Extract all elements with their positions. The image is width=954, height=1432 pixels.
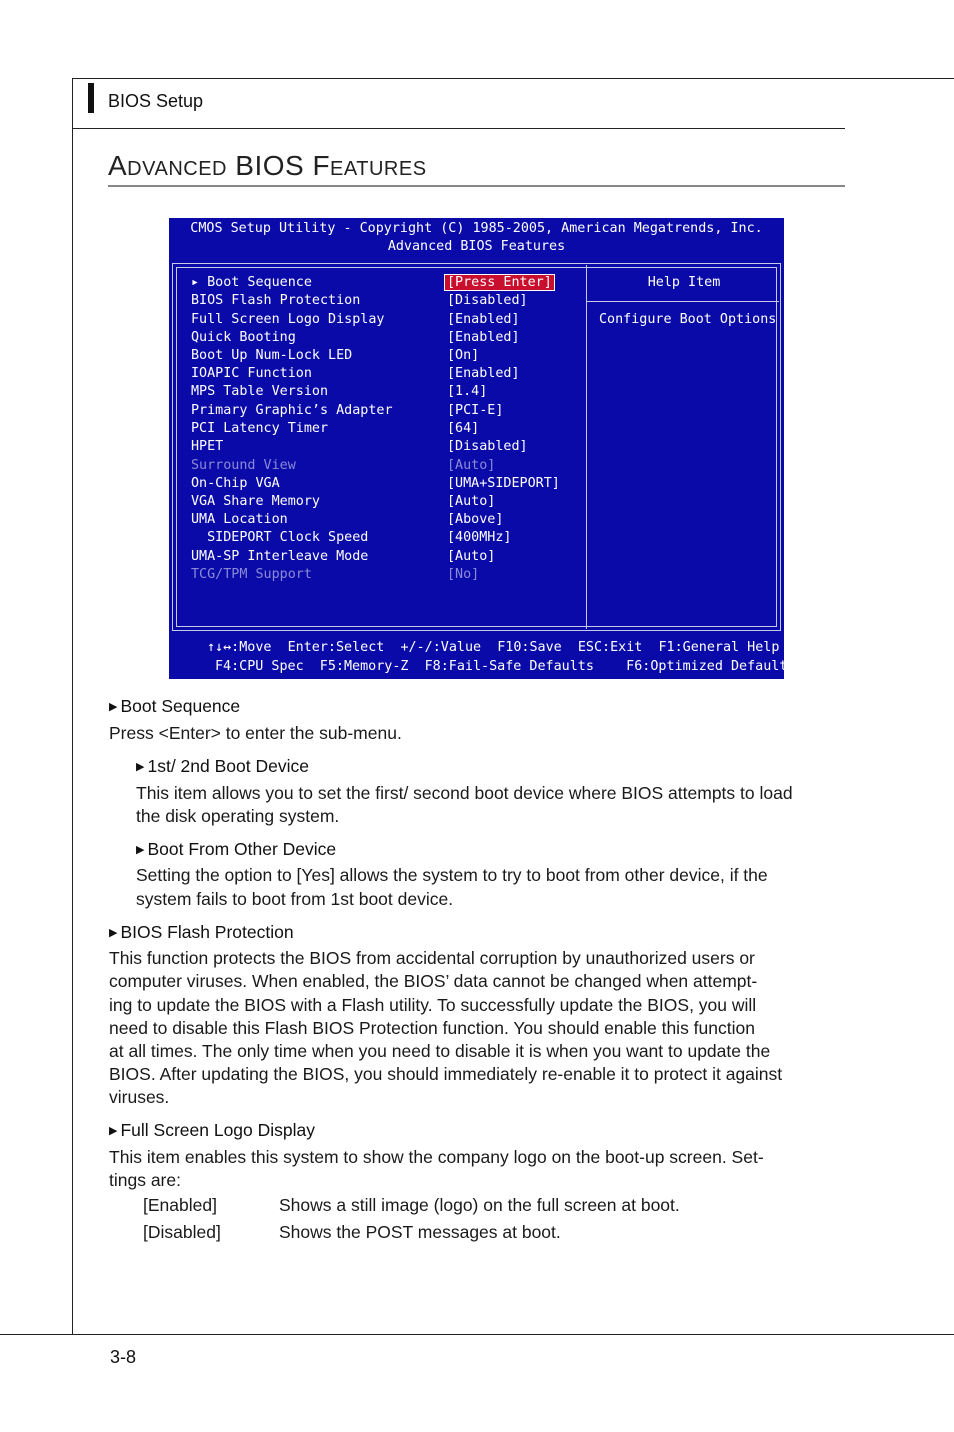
bios-item-pci-latency[interactable]: PCI Latency Timer [64] <box>191 421 480 436</box>
left-margin-rule <box>72 78 73 1334</box>
bios-item-graphic-adapter[interactable]: Primary Graphic’s Adapter [PCI-E] <box>191 403 504 418</box>
header-bottom-rule <box>72 128 845 129</box>
flash-line-4: need to disable this Flash BIOS Protection function. You should enable this function <box>109 1018 755 1038</box>
bios-item-logo-display[interactable]: Full Screen Logo Display [Enabled] <box>191 312 520 327</box>
flash-line-5: at all times. The only time when you need to disable it is when you want to update the <box>109 1041 771 1061</box>
flash-line-1: This function protects the BIOS from accidental corruption by unauthorized users or <box>109 948 755 968</box>
bios-item-flash-protection[interactable]: BIOS Flash Protection [Disabled] <box>191 293 528 308</box>
bios-key-legend-1: ↑↓↔:Move Enter:Select +/-/:Value F10:Save ESC:Exit F1:General Help <box>207 640 780 655</box>
help-title-rule <box>587 301 779 302</box>
bios-copyright-caption: CMOS Setup Utility - Copyright (C) 1985-2005, American Megatrends, Inc. <box>190 221 763 236</box>
bios-panel-divider <box>586 265 587 629</box>
option-key-enabled: [Enabled] <box>143 1195 217 1215</box>
section-heading-boot-other: ▶ Boot From Other Device <box>136 839 337 859</box>
section-heading-flash-protection: ▶ BIOS Flash Protection <box>109 922 294 942</box>
flash-line-7: viruses. <box>109 1087 170 1107</box>
bios-item-uma-sp-interleave[interactable]: UMA-SP Interleave Mode [Auto] <box>191 549 496 564</box>
flash-line-3: ing to update the BIOS with a Flash utility. To successfully update the BIOS, you will <box>109 995 757 1015</box>
boot-device-line-2: the disk operating system. <box>136 806 340 826</box>
page-number: 3-8 <box>110 1347 137 1367</box>
bios-item-quick-booting[interactable]: Quick Booting [Enabled] <box>191 330 520 345</box>
bios-value-selected: [Press Enter] <box>447 275 552 290</box>
header-marker-bar <box>88 83 94 113</box>
bullet-triangle-icon: ▶ <box>109 927 118 939</box>
header-top-rule <box>72 78 954 79</box>
bios-item-tcg-tpm: TCG/TPM Support [No] <box>191 567 480 582</box>
bios-item-surround-view: Surround View [Auto] <box>191 458 496 473</box>
boot-other-line-1: Setting the option to [Yes] allows the system to try to boot from other device, if the <box>136 865 768 885</box>
boot-sequence-text: Press <Enter> to enter the sub-menu. <box>109 723 402 743</box>
section-heading-boot-device: ▶ 1st/ 2nd Boot Device <box>136 756 309 776</box>
bios-screen-title: Advanced BIOS Features <box>387 239 566 254</box>
bios-key-legend-2: F4:CPU Spec F5:Memory-Z F8:Fail-Safe Defaults F6:Optimized Defaults <box>215 659 796 674</box>
flash-line-6: BIOS. After updating the BIOS, you should immediately re-enable it to protect it against <box>109 1064 783 1084</box>
title-underline <box>108 185 845 187</box>
bullet-triangle-icon: ▶ <box>109 701 118 713</box>
bios-item-vga-share-memory[interactable]: VGA Share Memory [Auto] <box>191 494 496 509</box>
flash-line-2: computer viruses. When enabled, the BIOS’ data cannot be changed when attempt- <box>109 971 758 991</box>
help-item-title: Help Item <box>647 275 721 290</box>
footer-rule <box>0 1334 954 1335</box>
logo-line-1: This item enables this system to show the company logo on the boot-up screen. Set- <box>109 1147 764 1167</box>
bios-item-boot-sequence[interactable]: ▸ Boot Sequence [Press Enter] <box>191 275 552 290</box>
section-heading-boot-sequence: ▶ Boot Sequence <box>109 696 241 716</box>
option-desc-enabled: Shows a still image (logo) on the full screen at boot. <box>279 1195 680 1215</box>
boot-device-line-1: This item allows you to set the first/ second boot device where BIOS attempts to load <box>136 783 793 803</box>
bios-item-sideport-clock[interactable]: SIDEPORT Clock Speed [400MHz] <box>191 530 512 545</box>
bullet-triangle-icon: ▶ <box>136 761 145 773</box>
logo-line-2: tings are: <box>109 1170 181 1190</box>
help-item-text: Configure Boot Options <box>599 312 777 327</box>
running-header: BIOS Setup <box>108 91 204 111</box>
bios-item-hpet[interactable]: HPET [Disabled] <box>191 439 528 454</box>
option-desc-disabled: Shows the POST messages at boot. <box>279 1222 561 1242</box>
bios-item-onchip-vga[interactable]: On-Chip VGA [UMA+SIDEPORT] <box>191 476 560 491</box>
section-heading-logo-display: ▶ Full Screen Logo Display <box>109 1120 316 1140</box>
bullet-triangle-icon: ▶ <box>109 1125 118 1137</box>
bios-item-numlock[interactable]: Boot Up Num-Lock LED [On] <box>191 348 480 363</box>
option-key-disabled: [Disabled] <box>143 1222 221 1242</box>
bios-item-ioapic[interactable]: IOAPIC Function [Enabled] <box>191 366 520 381</box>
bios-item-uma-location[interactable]: UMA Location [Above] <box>191 512 504 527</box>
page-title: Advanced BIOS Features <box>108 150 427 181</box>
bullet-triangle-icon: ▶ <box>136 844 145 856</box>
boot-other-line-2: system fails to boot from 1st boot device. <box>136 889 454 909</box>
bios-item-mps-table[interactable]: MPS Table Version [1.4] <box>191 384 488 399</box>
bios-screen <box>169 218 796 679</box>
